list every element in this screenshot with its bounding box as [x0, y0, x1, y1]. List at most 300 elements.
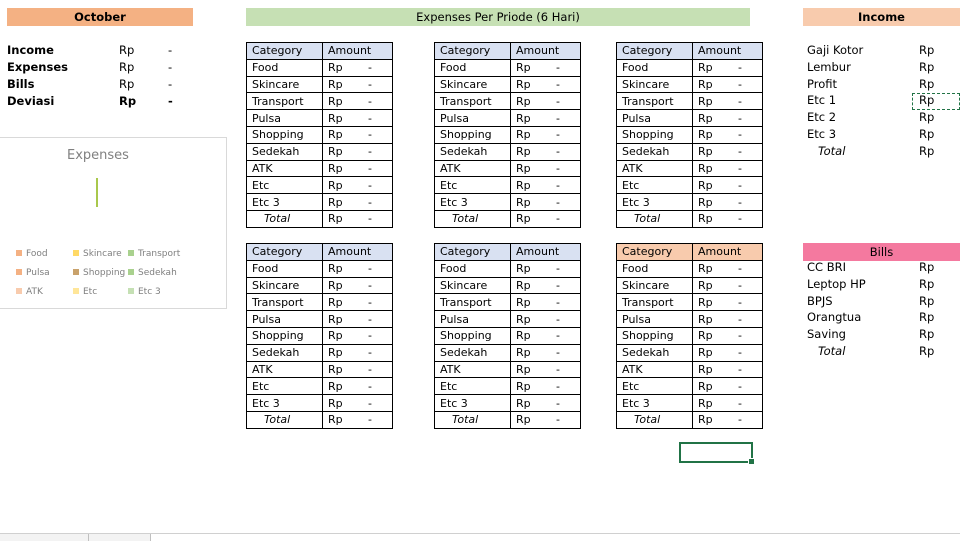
amount-cell[interactable]	[511, 260, 581, 277]
amount-currency: Rp	[328, 312, 343, 326]
amount-value: -	[556, 94, 560, 108]
amount-value: -	[368, 413, 372, 427]
amount-currency: Rp	[328, 278, 343, 292]
legend-label: Etc 3	[138, 287, 161, 297]
amount-value: -	[368, 111, 372, 125]
table-row	[617, 93, 763, 110]
amount-currency: Rp	[328, 212, 343, 226]
category-cell[interactable]: Etc	[247, 378, 323, 395]
bills-row-cc-bri[interactable]	[807, 259, 957, 276]
amount-currency: Rp	[516, 379, 531, 393]
amount-cell[interactable]	[693, 260, 763, 277]
income-header[interactable]: Income	[803, 8, 960, 26]
amount-cell[interactable]	[693, 344, 763, 361]
legend-label: ATK	[26, 287, 43, 297]
legend-item-pulsa	[16, 267, 50, 279]
col-header-amount[interactable]: Amount	[511, 244, 581, 261]
table-row	[617, 327, 763, 344]
table-row	[247, 260, 393, 277]
category-cell[interactable]: Total	[617, 411, 693, 428]
col-header-category[interactable]: Category	[247, 43, 323, 60]
income-row-etc-2[interactable]	[807, 109, 957, 126]
income-label: Etc 3	[807, 127, 837, 141]
legend-swatch	[16, 250, 22, 256]
col-header-amount[interactable]: Amount	[693, 43, 763, 60]
category-cell[interactable]: Total	[247, 210, 323, 227]
table-row	[617, 59, 763, 76]
table-row	[617, 378, 763, 395]
category-cell[interactable]: Food	[435, 260, 511, 277]
category-cell[interactable]: Total	[247, 411, 323, 428]
expenses-chart[interactable]	[0, 137, 227, 309]
amount-cell[interactable]	[511, 277, 581, 294]
amount-currency: Rp	[698, 178, 713, 192]
col-header-amount[interactable]: Amount	[323, 244, 393, 261]
amount-cell[interactable]	[323, 344, 393, 361]
amount-value: -	[556, 61, 560, 75]
category-cell[interactable]: Total	[435, 411, 511, 428]
amount-cell[interactable]	[511, 160, 581, 177]
amount-value: -	[738, 111, 742, 125]
category-cell[interactable]: Skincare	[247, 76, 323, 93]
table-row	[435, 294, 581, 311]
amount-currency: Rp	[516, 212, 531, 226]
amount-cell[interactable]	[323, 210, 393, 227]
category-cell[interactable]: Shopping	[247, 126, 323, 143]
amount-cell[interactable]	[511, 327, 581, 344]
category-cell[interactable]: Pulsa	[617, 110, 693, 127]
amount-cell[interactable]	[693, 294, 763, 311]
amount-value: -	[368, 128, 372, 142]
bills-currency: Rp	[919, 310, 935, 325]
amount-value: -	[556, 329, 560, 343]
income-row-lembur[interactable]	[807, 59, 957, 76]
amount-currency: Rp	[328, 128, 343, 142]
amount-currency: Rp	[328, 61, 343, 75]
category-cell[interactable]: Shopping	[617, 327, 693, 344]
table-row	[435, 361, 581, 378]
summary-label: Expenses	[7, 60, 68, 74]
period-table-3	[616, 42, 763, 228]
amount-currency: Rp	[516, 295, 531, 309]
amount-cell[interactable]	[693, 395, 763, 412]
category-cell[interactable]: ATK	[617, 160, 693, 177]
amount-cell[interactable]	[323, 110, 393, 127]
table-row	[435, 177, 581, 194]
category-cell[interactable]: Etc 3	[435, 194, 511, 211]
amount-value: -	[556, 312, 560, 326]
category-cell[interactable]: Sedekah	[617, 143, 693, 160]
summary-row-income[interactable]	[7, 42, 187, 59]
amount-value: -	[368, 379, 372, 393]
category-cell[interactable]: Etc	[435, 378, 511, 395]
table-row	[617, 110, 763, 127]
category-cell[interactable]: Transport	[435, 294, 511, 311]
amount-value: -	[556, 379, 560, 393]
amount-cell[interactable]	[511, 143, 581, 160]
category-cell[interactable]: Etc	[617, 177, 693, 194]
category-cell[interactable]: Etc 3	[617, 395, 693, 412]
amount-cell[interactable]	[693, 311, 763, 328]
category-cell[interactable]: Etc 3	[617, 194, 693, 211]
bills-row-saving[interactable]	[807, 326, 957, 343]
amount-cell[interactable]	[693, 177, 763, 194]
amount-value: -	[556, 278, 560, 292]
amount-value: -	[738, 94, 742, 108]
category-cell[interactable]: Shopping	[435, 126, 511, 143]
category-cell[interactable]: Etc 3	[435, 395, 511, 412]
legend-item-shopping	[73, 267, 125, 279]
chart-bar	[96, 178, 98, 207]
category-cell[interactable]: Sedekah	[247, 344, 323, 361]
summary-row-bills[interactable]	[7, 76, 187, 93]
amount-value: -	[556, 145, 560, 159]
category-cell[interactable]: Sedekah	[435, 143, 511, 160]
summary-currency: Rp	[119, 60, 135, 74]
category-cell[interactable]: ATK	[435, 160, 511, 177]
summary-value: -	[168, 60, 173, 74]
amount-currency: Rp	[328, 396, 343, 410]
category-cell[interactable]: Etc	[247, 177, 323, 194]
amount-cell[interactable]	[511, 93, 581, 110]
amount-cell[interactable]	[323, 126, 393, 143]
summary-currency: Rp	[119, 43, 135, 57]
category-cell[interactable]: Skincare	[435, 277, 511, 294]
period-table-5	[434, 243, 581, 429]
amount-cell[interactable]	[323, 194, 393, 211]
amount-cell[interactable]	[693, 277, 763, 294]
category-cell[interactable]: Food	[247, 260, 323, 277]
category-cell[interactable]: Transport	[617, 294, 693, 311]
amount-currency: Rp	[516, 329, 531, 343]
period-header[interactable]: Expenses Per Priode (6 Hari)	[246, 8, 750, 26]
amount-cell[interactable]	[323, 160, 393, 177]
category-cell[interactable]: Skincare	[617, 76, 693, 93]
bills-row-leptop-hp[interactable]	[807, 276, 957, 293]
amount-cell[interactable]	[693, 59, 763, 76]
table-row	[247, 311, 393, 328]
category-cell[interactable]: Shopping	[617, 126, 693, 143]
income-row-etc-3[interactable]	[807, 126, 957, 143]
amount-value: -	[738, 362, 742, 376]
amount-cell[interactable]	[693, 110, 763, 127]
col-header-amount[interactable]: Amount	[511, 43, 581, 60]
table-row	[435, 59, 581, 76]
amount-currency: Rp	[698, 295, 713, 309]
summary-currency: Rp	[119, 94, 137, 108]
category-cell[interactable]: ATK	[247, 160, 323, 177]
amount-currency: Rp	[516, 77, 531, 91]
category-cell[interactable]: Pulsa	[435, 311, 511, 328]
amount-currency: Rp	[698, 346, 713, 360]
bills-row-bpjs[interactable]	[807, 293, 957, 310]
category-cell[interactable]: Skincare	[617, 277, 693, 294]
amount-value: -	[738, 61, 742, 75]
category-cell[interactable]: Shopping	[435, 327, 511, 344]
amount-currency: Rp	[328, 413, 343, 427]
table-row	[435, 160, 581, 177]
amount-value: -	[556, 111, 560, 125]
table-row	[435, 110, 581, 127]
amount-value: -	[556, 77, 560, 91]
category-cell[interactable]: Food	[435, 59, 511, 76]
amount-cell[interactable]	[693, 160, 763, 177]
bills-header[interactable]: Bills	[803, 243, 960, 261]
amount-cell[interactable]	[323, 395, 393, 412]
table-row	[617, 294, 763, 311]
amount-currency: Rp	[698, 413, 713, 427]
amount-cell[interactable]	[693, 327, 763, 344]
bills-label: CC BRI	[807, 260, 846, 274]
amount-currency: Rp	[516, 346, 531, 360]
bills-row-orangtua[interactable]	[807, 309, 957, 326]
table-row	[247, 277, 393, 294]
table-row	[247, 344, 393, 361]
amount-currency: Rp	[328, 94, 343, 108]
summary-currency: Rp	[119, 77, 135, 91]
category-cell[interactable]: Pulsa	[617, 311, 693, 328]
amount-value: -	[556, 161, 560, 175]
amount-value: -	[368, 212, 372, 226]
amount-currency: Rp	[698, 329, 713, 343]
table-row	[247, 126, 393, 143]
amount-cell[interactable]	[511, 378, 581, 395]
legend-swatch	[73, 288, 79, 294]
amount-currency: Rp	[516, 145, 531, 159]
col-header-category[interactable]: Category	[435, 244, 511, 261]
col-header-amount[interactable]: Amount	[693, 244, 763, 261]
col-header-category[interactable]: Category	[617, 244, 693, 261]
category-cell[interactable]: Transport	[247, 294, 323, 311]
amount-cell[interactable]	[323, 93, 393, 110]
amount-currency: Rp	[698, 379, 713, 393]
category-cell[interactable]: Etc 3	[247, 194, 323, 211]
income-label: Gaji Kotor	[807, 43, 864, 57]
category-cell[interactable]: Shopping	[247, 327, 323, 344]
table-row	[617, 260, 763, 277]
amount-cell[interactable]	[693, 411, 763, 428]
amount-cell[interactable]	[693, 93, 763, 110]
amount-currency: Rp	[516, 396, 531, 410]
category-cell[interactable]: Etc	[617, 378, 693, 395]
amount-currency: Rp	[698, 128, 713, 142]
amount-cell[interactable]	[323, 327, 393, 344]
amount-cell[interactable]	[511, 294, 581, 311]
legend-label: Pulsa	[26, 268, 50, 278]
category-cell[interactable]: Food	[247, 59, 323, 76]
amount-currency: Rp	[698, 312, 713, 326]
period-table-2	[434, 42, 581, 228]
bills-label: BPJS	[807, 293, 833, 308]
amount-cell[interactable]	[511, 411, 581, 428]
table-row	[617, 76, 763, 93]
amount-value: -	[556, 195, 560, 209]
amount-value: -	[368, 295, 372, 309]
amount-currency: Rp	[328, 161, 343, 175]
legend-swatch	[16, 269, 22, 275]
total-row	[617, 210, 763, 227]
amount-currency: Rp	[328, 111, 343, 125]
amount-currency: Rp	[516, 262, 531, 276]
amount-value: -	[556, 396, 560, 410]
table-row	[617, 143, 763, 160]
summary-row-expenses[interactable]	[7, 59, 187, 76]
amount-currency: Rp	[328, 329, 343, 343]
category-cell[interactable]: Food	[617, 260, 693, 277]
amount-cell[interactable]	[511, 110, 581, 127]
amount-cell[interactable]	[323, 294, 393, 311]
amount-cell[interactable]	[323, 177, 393, 194]
summary-value: -	[168, 94, 173, 108]
income-row-total[interactable]	[807, 143, 957, 160]
amount-value: -	[738, 346, 742, 360]
table-row	[435, 126, 581, 143]
fill-handle[interactable]	[748, 458, 755, 465]
category-cell[interactable]: Transport	[435, 93, 511, 110]
amount-currency: Rp	[516, 61, 531, 75]
amount-value: -	[368, 94, 372, 108]
legend-label: Skincare	[83, 249, 122, 259]
category-cell[interactable]: Food	[617, 59, 693, 76]
bills-label: Leptop HP	[807, 276, 866, 291]
amount-currency: Rp	[698, 262, 713, 276]
amount-cell[interactable]	[693, 126, 763, 143]
amount-value: -	[368, 145, 372, 159]
table-row	[435, 277, 581, 294]
amount-currency: Rp	[328, 178, 343, 192]
category-cell[interactable]: Pulsa	[435, 110, 511, 127]
amount-value: -	[738, 329, 742, 343]
amount-value: -	[738, 312, 742, 326]
month-header[interactable]: October	[7, 8, 193, 26]
total-row	[435, 210, 581, 227]
income-label: Etc 1	[807, 93, 837, 108]
total-row	[617, 411, 763, 428]
bills-label: Total	[818, 344, 846, 358]
amount-cell[interactable]	[323, 411, 393, 428]
income-currency: Rp	[919, 110, 935, 125]
amount-cell[interactable]	[323, 76, 393, 93]
summary-label: Income	[7, 43, 54, 57]
category-cell[interactable]: Total	[617, 210, 693, 227]
amount-cell[interactable]	[511, 210, 581, 227]
category-cell[interactable]: Total	[435, 210, 511, 227]
legend-item-food	[16, 248, 48, 260]
table-row	[435, 378, 581, 395]
table-row	[617, 395, 763, 412]
amount-currency: Rp	[328, 295, 343, 309]
category-cell[interactable]: Etc 3	[247, 395, 323, 412]
amount-cell[interactable]	[511, 177, 581, 194]
category-cell[interactable]: Pulsa	[247, 311, 323, 328]
summary-label: Deviasi	[7, 94, 55, 108]
col-header-amount[interactable]: Amount	[323, 43, 393, 60]
amount-currency: Rp	[516, 128, 531, 142]
amount-currency: Rp	[698, 161, 713, 175]
category-cell[interactable]: Etc	[435, 177, 511, 194]
bills-currency: Rp	[919, 260, 935, 274]
amount-value: -	[368, 362, 372, 376]
legend-swatch	[73, 250, 79, 256]
bills-row-total[interactable]	[807, 343, 957, 360]
category-cell[interactable]: Pulsa	[247, 110, 323, 127]
income-row-profit[interactable]	[807, 76, 957, 93]
summary-row-deviasi[interactable]	[7, 93, 187, 110]
amount-currency: Rp	[698, 278, 713, 292]
amount-value: -	[738, 278, 742, 292]
category-cell[interactable]: Sedekah	[435, 344, 511, 361]
amount-cell[interactable]	[511, 395, 581, 412]
amount-cell[interactable]	[323, 378, 393, 395]
category-cell[interactable]: Skincare	[247, 277, 323, 294]
col-header-category[interactable]: Category	[617, 43, 693, 60]
table-row	[247, 93, 393, 110]
amount-cell[interactable]	[323, 277, 393, 294]
table-row	[247, 160, 393, 177]
category-cell[interactable]: ATK	[247, 361, 323, 378]
category-cell[interactable]: ATK	[435, 361, 511, 378]
amount-cell[interactable]	[323, 59, 393, 76]
col-header-category[interactable]: Category	[247, 244, 323, 261]
amount-value: -	[738, 77, 742, 91]
amount-value: -	[368, 262, 372, 276]
category-cell[interactable]: ATK	[617, 361, 693, 378]
category-cell[interactable]: Transport	[617, 93, 693, 110]
amount-cell[interactable]	[323, 143, 393, 160]
category-cell[interactable]: Transport	[247, 93, 323, 110]
income-currency: Rp	[919, 127, 935, 141]
category-cell[interactable]: Sedekah	[617, 344, 693, 361]
amount-cell[interactable]	[511, 194, 581, 211]
amount-cell[interactable]	[693, 76, 763, 93]
amount-value: -	[738, 262, 742, 276]
income-row-gaji-kotor[interactable]	[807, 42, 957, 59]
amount-value: -	[556, 128, 560, 142]
amount-cell[interactable]	[323, 361, 393, 378]
period-table-1	[246, 42, 393, 228]
table-row	[617, 311, 763, 328]
amount-cell[interactable]	[323, 260, 393, 277]
amount-currency: Rp	[516, 195, 531, 209]
category-cell[interactable]: Sedekah	[247, 143, 323, 160]
legend-item-sedekah	[128, 267, 177, 279]
amount-cell[interactable]	[511, 59, 581, 76]
amount-cell[interactable]	[323, 311, 393, 328]
amount-cell[interactable]	[693, 378, 763, 395]
amount-cell[interactable]	[511, 361, 581, 378]
amount-cell[interactable]	[511, 126, 581, 143]
amount-cell[interactable]	[511, 344, 581, 361]
table-row	[247, 194, 393, 211]
amount-cell[interactable]	[693, 194, 763, 211]
table-row	[247, 361, 393, 378]
amount-cell[interactable]	[511, 311, 581, 328]
amount-value: -	[556, 262, 560, 276]
amount-cell[interactable]	[693, 143, 763, 160]
category-cell[interactable]: Skincare	[435, 76, 511, 93]
summary-label: Bills	[7, 77, 35, 91]
amount-cell[interactable]	[511, 76, 581, 93]
income-label: Total	[818, 143, 846, 158]
table-row	[435, 143, 581, 160]
amount-currency: Rp	[698, 111, 713, 125]
amount-cell[interactable]	[693, 361, 763, 378]
amount-cell[interactable]	[693, 210, 763, 227]
bills-currency: Rp	[919, 327, 935, 342]
col-header-category[interactable]: Category	[435, 43, 511, 60]
active-cell[interactable]	[679, 442, 753, 463]
bills-label: Saving	[807, 327, 846, 342]
